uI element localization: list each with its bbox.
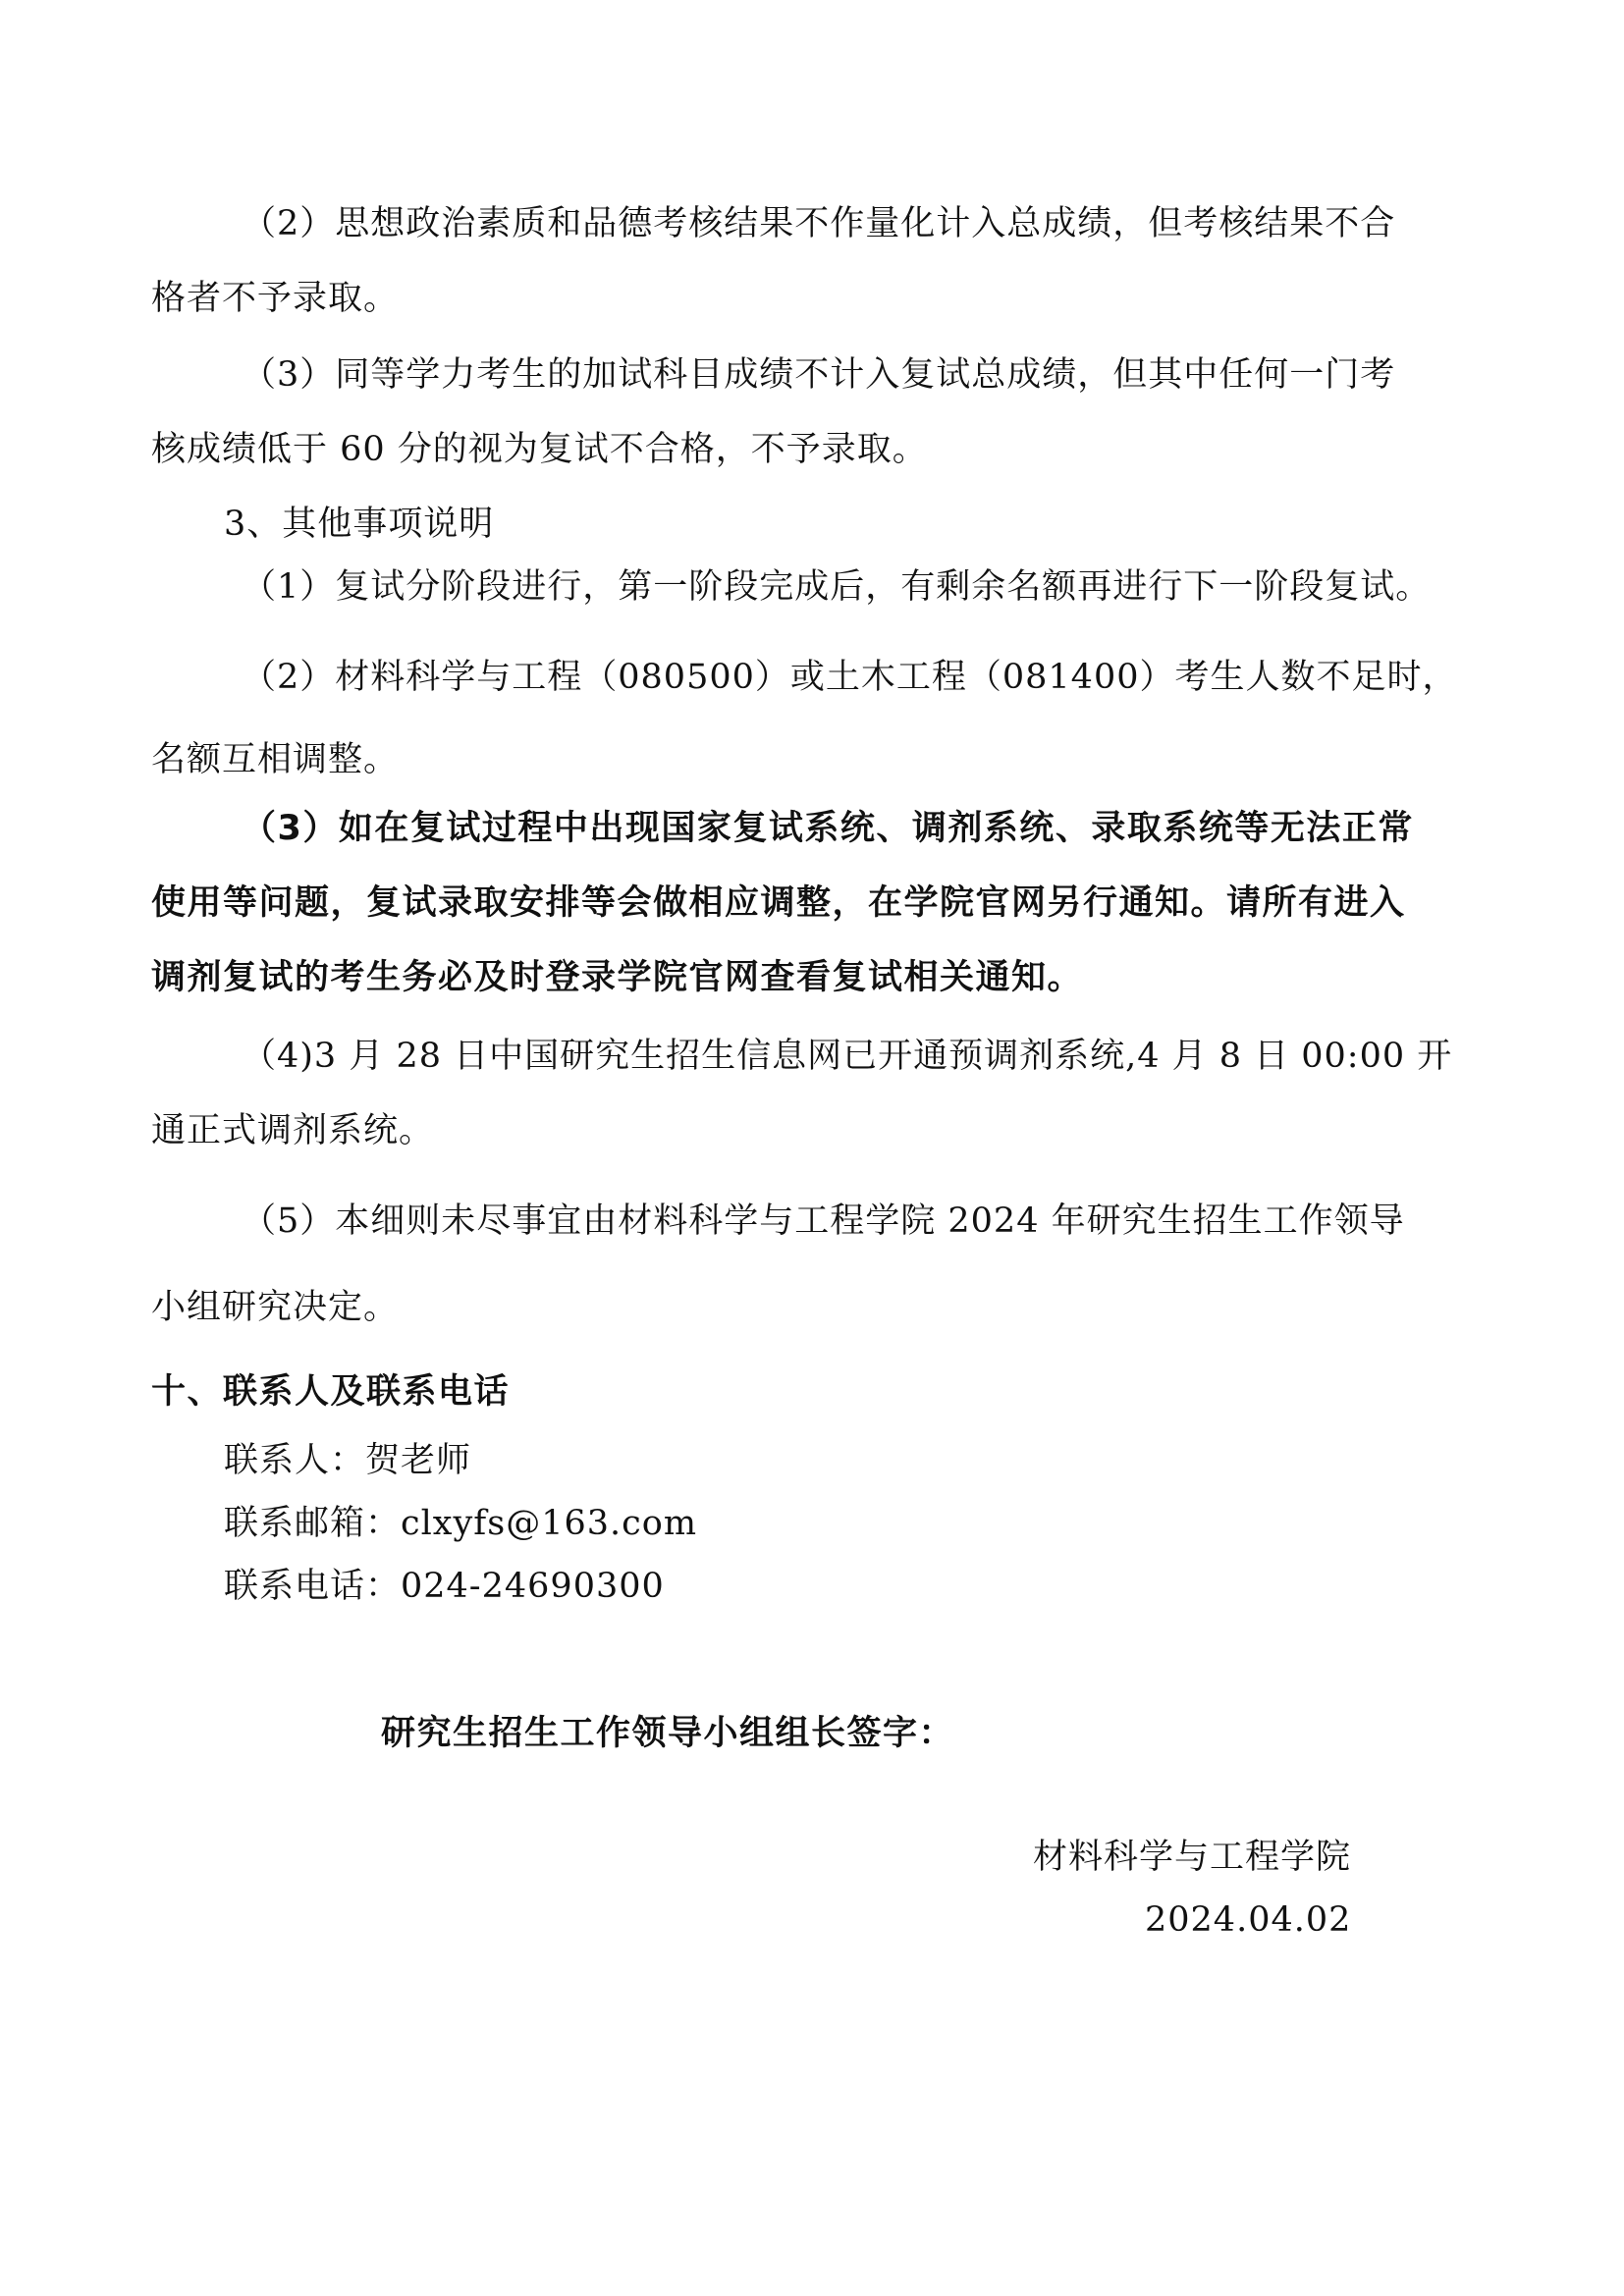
paragraph-item-2-line-1: （2）思想政治素质和品德考核结果不作量化计入总成绩，但考核结果不合 — [242, 204, 1396, 243]
contact-phone: 联系电话：024-24690300 — [224, 1567, 665, 1606]
signature-label: 研究生招生工作领导小组组长签字： — [381, 1714, 955, 1753]
other-item-2-line-1: （2）材料科学与工程（080500）或土木工程（081400）考生人数不足时， — [242, 658, 1458, 697]
other-item-3-line-3: 调剂复试的考生务必及时登录学院官网查看复试相关通知。 — [151, 958, 1084, 997]
paragraph-item-3-line-2: 核成绩低于 60 分的视为复试不合格，不予录取。 — [151, 430, 928, 469]
other-matters-title: 3、其他事项说明 — [224, 505, 495, 544]
signature-organization: 材料科学与工程学院 — [1033, 1838, 1352, 1877]
signature-date: 2024.04.02 — [1145, 1900, 1352, 1940]
contact-heading: 十、联系人及联系电话 — [151, 1372, 511, 1412]
other-item-5-line-1: （5）本细则未尽事宜由材料科学与工程学院 2024 年研究生招生工作领导 — [242, 1201, 1405, 1241]
other-item-5-line-2: 小组研究决定。 — [151, 1288, 400, 1327]
other-item-2-line-2: 名额互相调整。 — [151, 740, 400, 779]
other-item-3-line-2: 使用等问题，复试录取安排等会做相应调整，在学院官网另行通知。请所有进入 — [151, 883, 1406, 923]
contact-person: 联系人：贺老师 — [224, 1441, 472, 1480]
other-item-4-line-1: （4)3 月 28 日中国研究生招生信息网已开通预调剂系统,4 月 8 日 00:00 开 — [242, 1037, 1453, 1076]
other-item-4-line-2: 通正式调剂系统。 — [151, 1111, 435, 1150]
paragraph-item-3-line-1: （3）同等学力考生的加试科目成绩不计入复试总成绩，但其中任何一门考 — [242, 355, 1396, 395]
other-item-3-line-1: （3）如在复试过程中出现国家复试系统、调剂系统、录取系统等无法正常 — [242, 809, 1414, 848]
paragraph-item-2-line-2: 格者不予录取。 — [151, 279, 400, 318]
contact-email: 联系邮箱：clxyfs@163.com — [224, 1504, 698, 1543]
other-item-1: （1）复试分阶段进行，第一阶段完成后，有剩余名额再进行下一阶段复试。 — [242, 567, 1432, 607]
